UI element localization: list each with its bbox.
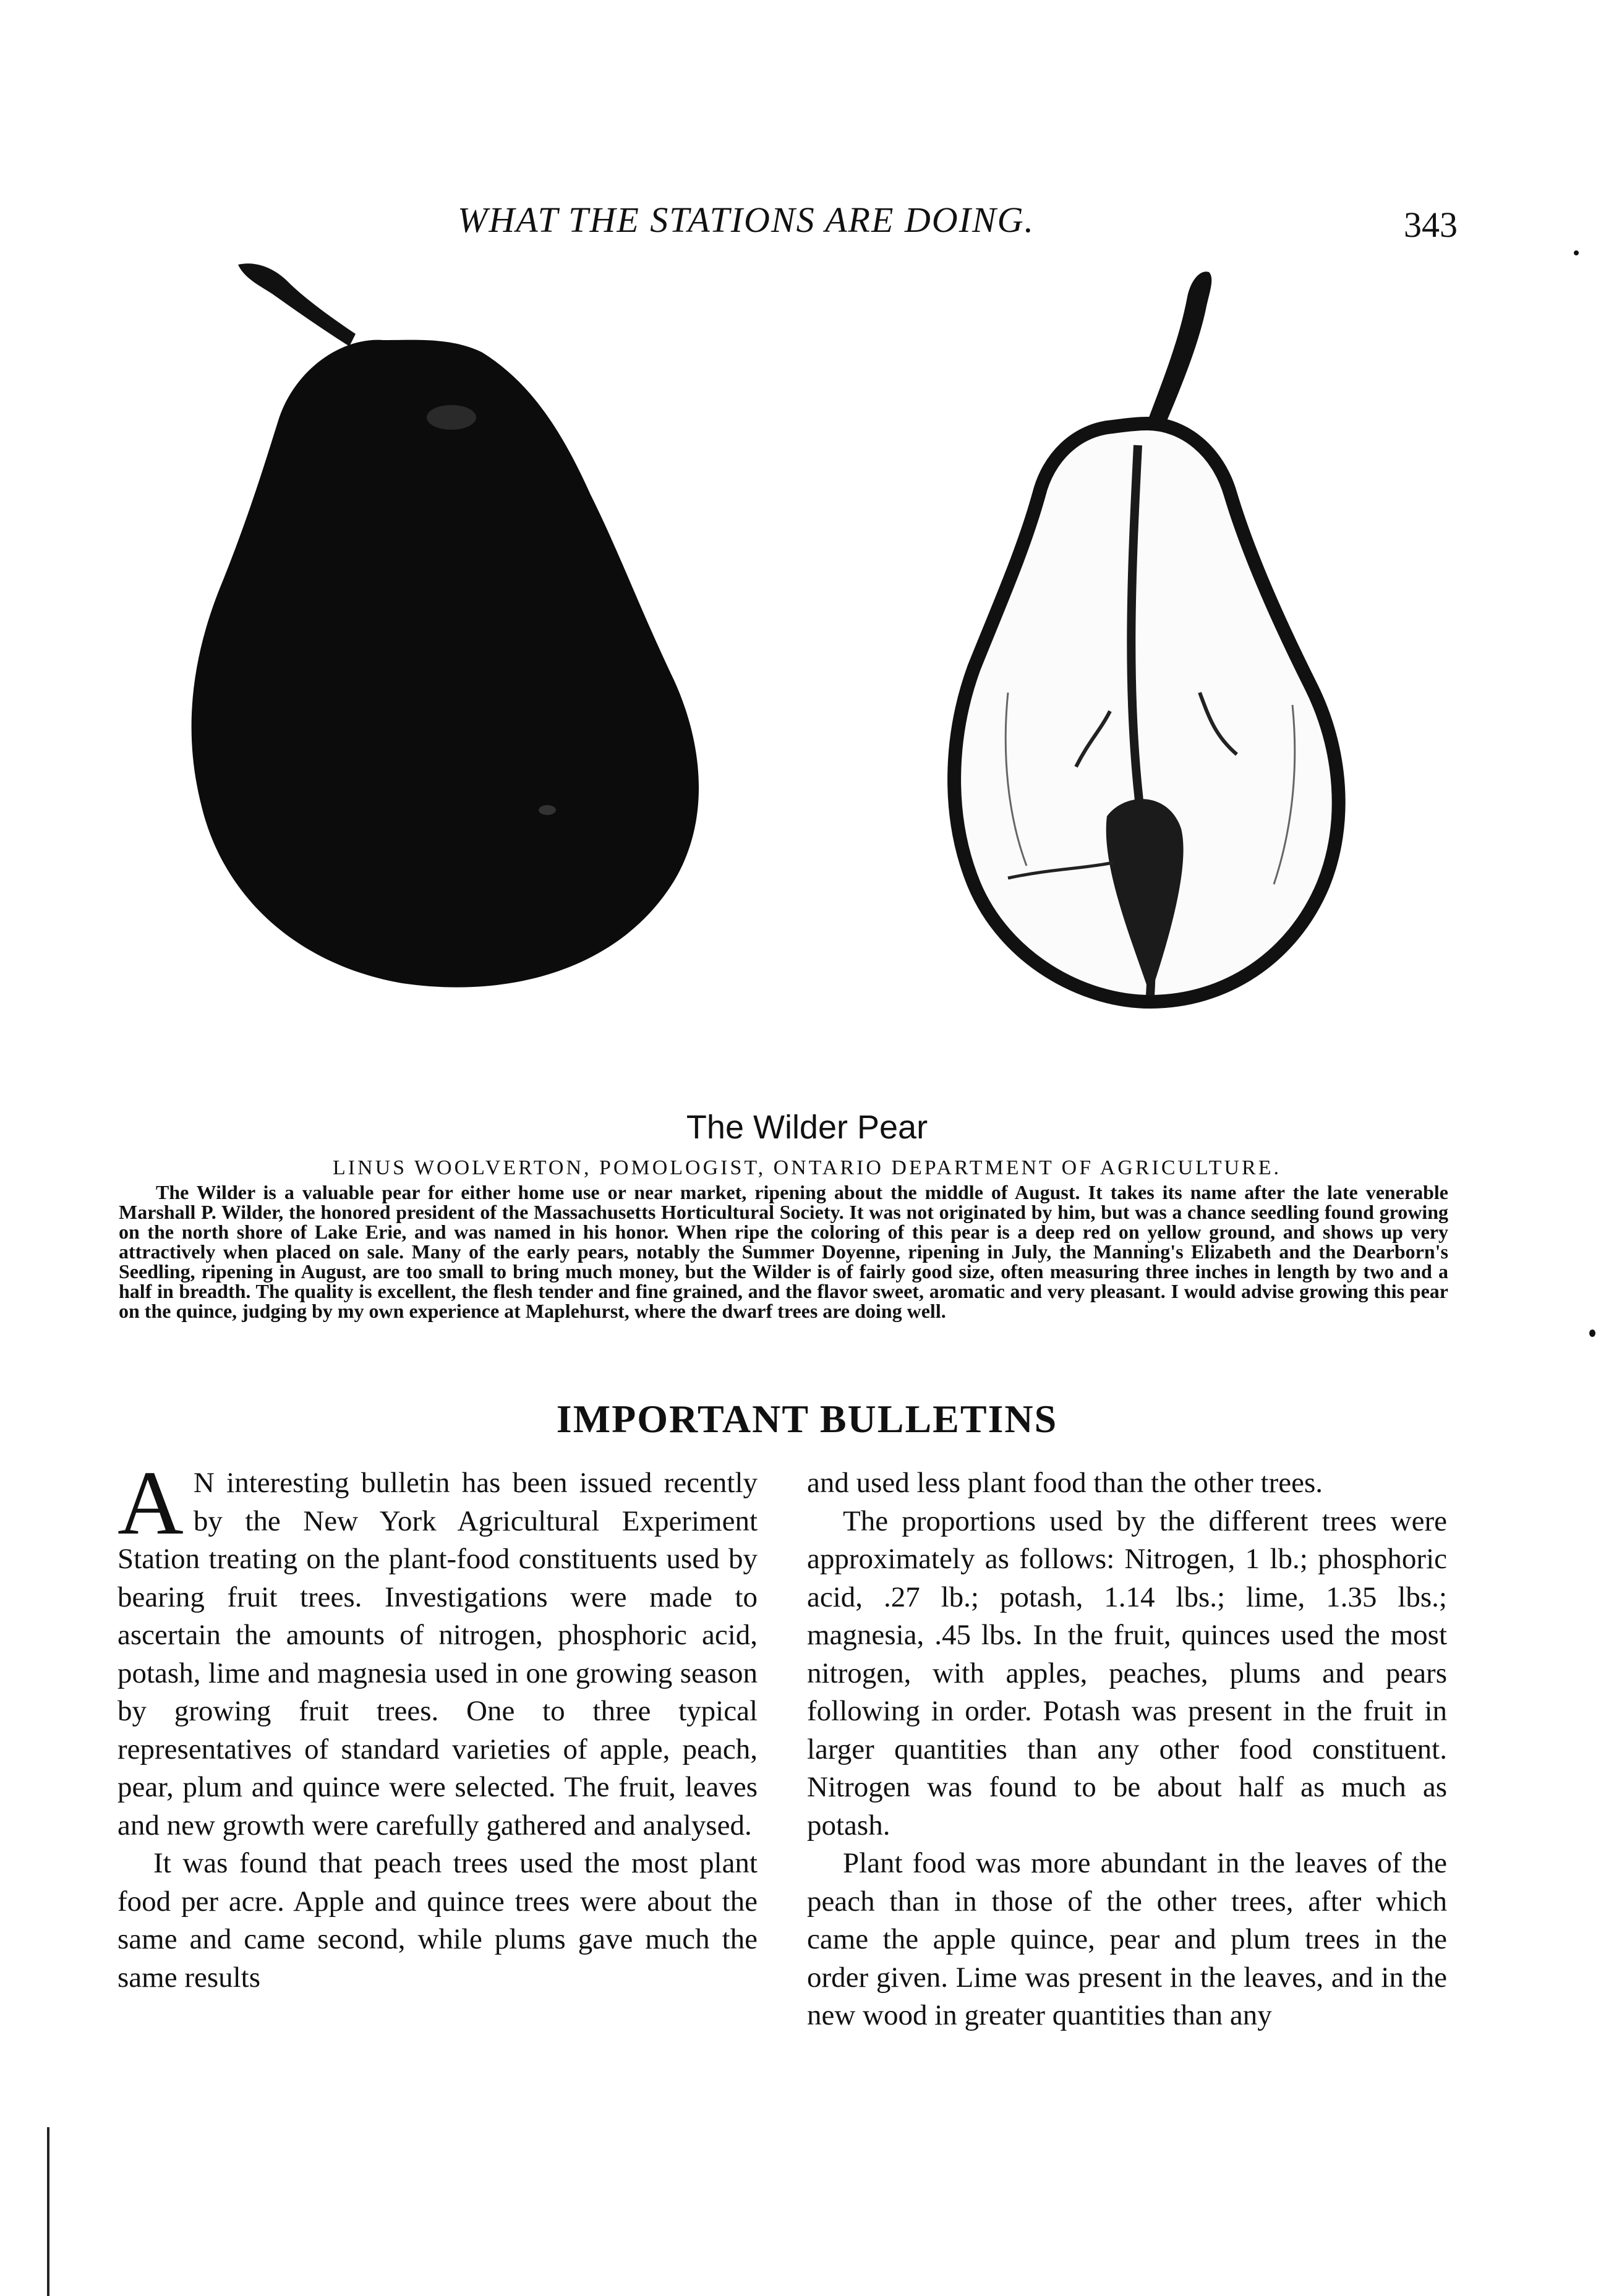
figure-author: LINUS WOOLVERTON, POMOLOGIST, ONTARIO DEPARTMENT OF AGRICULTURE.: [332, 1156, 1282, 1179]
print-speck: [1574, 250, 1579, 255]
drop-cap: A: [117, 1453, 184, 1554]
margin-rule: [47, 2127, 49, 2296]
figure-description-text: The Wilder is a valuable pear for either home use or near market, ripening about the middle of August. It takes its name after the late venerable Marshall P. Wilder, the honored president of the Massachusetts Horticultural Society. It was not originated by him, but was a chance seedling found growing on the north shore of Lake Erie, and was named in his honor. When ripe the coloring of this pear is a deep red on yellow ground, and shows up very attractively when placed on sale. Many of the early pears, notably the Summer Doyenne, ripening in July, the Manning's Elizabeth and the Dearborn's Seedling, ripening in August, are too small to bring much money, but the Wilder is of fairly good size, often measuring three inches in length by two and a half in breadth. The quality is excellent, the flesh tender and fine grained, and the flavor sweet, aromatic and very pleasant. I would advise growing this pear on the quince, judging by my own experience at Maplehurst, where the dwarf trees are doing well.: [119, 1181, 1448, 1322]
wilder-pear-figure: [186, 260, 1509, 1113]
article-paragraph: The proportions used by the different trees were approximately as follows: Nitrogen, 1 lb.; phosphoric acid, .27 lb.; potash, 1.14 lbs.; lime, 1.35 lbs.; magnesia, .45 lbs. In the fruit, quinces used the most nitrogen, with apples, peaches, plums and pears following in order. Potash was present in the fruit in larger quantities than any other food constituent. Nitrogen was found to be about half as much as potash.: [807, 1504, 1447, 1841]
whole-pear-image: [192, 263, 699, 987]
pear-illustration: [186, 260, 1509, 1113]
cut-pear-image: [954, 271, 1339, 1002]
section-heading: IMPORTANT BULLETINS: [556, 1397, 1058, 1441]
article-column-right: [807, 1464, 1447, 2035]
print-speck: [1589, 1329, 1595, 1337]
running-head: WHAT THE STATIONS ARE DOING.: [458, 200, 1035, 240]
figure-title: The Wilder Pear: [686, 1109, 928, 1146]
article-column-left: [117, 1453, 758, 1997]
article-paragraph: and used less plant food than the other trees.: [807, 1467, 1323, 1499]
article-paragraph: [117, 1453, 758, 1845]
article-paragraph: Plant food was more abundant in the leaves of the peach than in those of the other trees, after which came the apple quince, pear and plum trees in the order given. Lime was present in the leaves, and in the new wood in greater quantities than any: [807, 1847, 1447, 2031]
article-paragraph: It was found that peach trees used the most plant food per acre. Apple and quince trees were about the same and came second, while plums gave much the same results: [117, 1847, 758, 1994]
figure-description: [119, 1182, 1448, 1321]
article-paragraph-text: N interesting bulletin has been issued recently by the New York Agricultural Experiment Station treating on the plant-food constituents used by bearing fruit trees. Investigations were made to ascertain the amounts of nitrogen, phosphoric acid, potash, lime and magnesia used in one growing season by growing fruit trees. One to three typical representatives of standard varieties of apple, peach, pear, plum and quince were selected. The fruit, leaves and new growth were carefully gathered and analysed.: [117, 1467, 758, 1841]
page-number: 343: [1404, 205, 1458, 245]
